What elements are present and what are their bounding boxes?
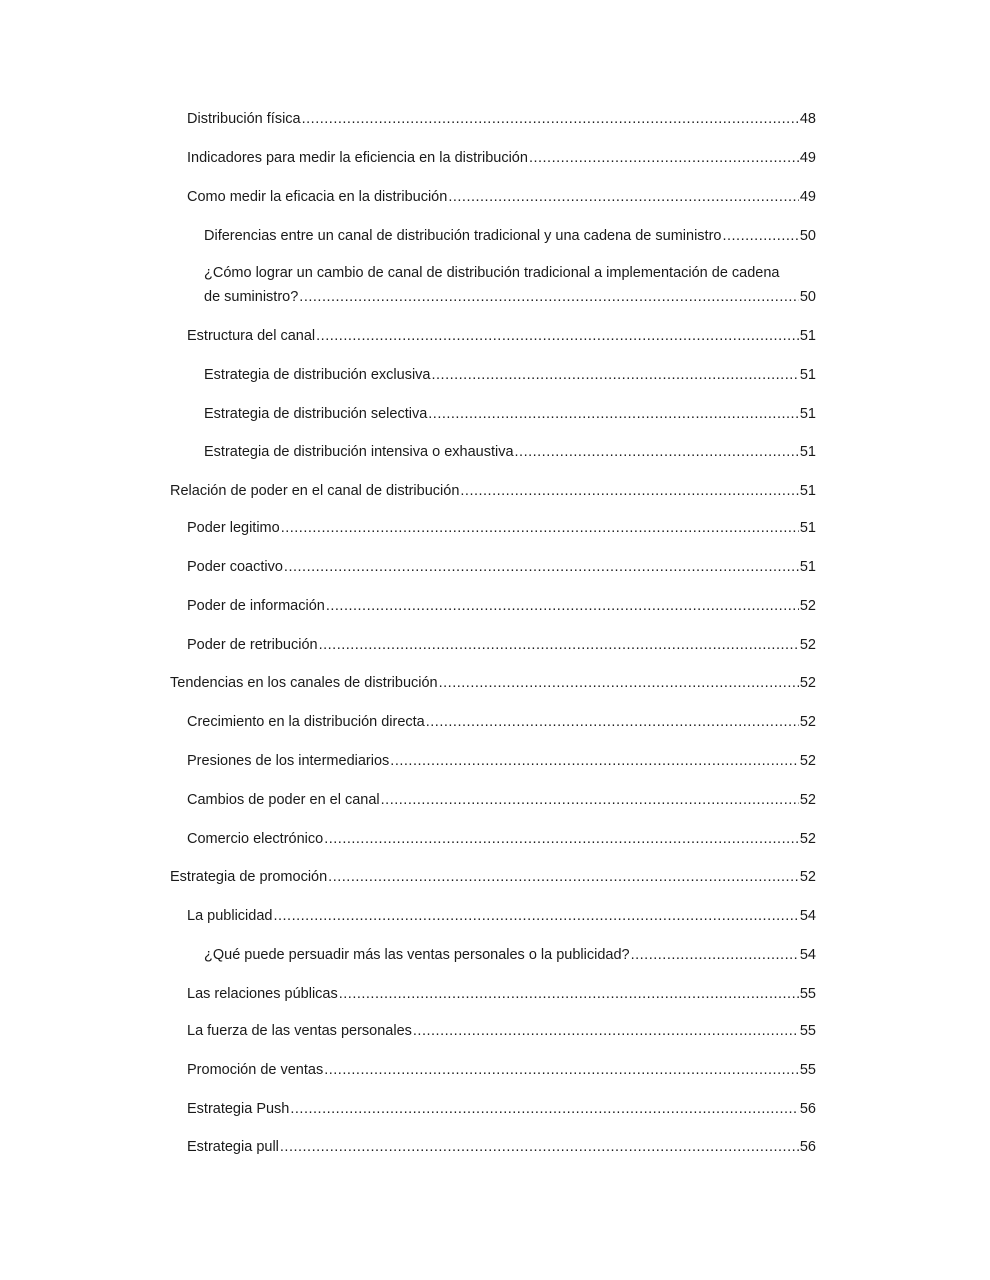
toc-entry-wrapped-line[interactable]: ¿Cómo lograr un cambio de canal de distribución tradicional a implementación de cadena (204, 265, 780, 281)
toc-entry[interactable] (170, 865, 816, 889)
dot-leader (302, 107, 799, 131)
toc-entry-page: 54 (799, 947, 816, 963)
toc-entry-title: Estrategia de promoción (170, 869, 328, 885)
toc-entry-title: Estrategia pull (187, 1139, 279, 1155)
dot-leader (431, 363, 798, 387)
dot-leader (631, 943, 799, 967)
toc-entry-page: 50 (799, 228, 816, 244)
toc-entry[interactable] (187, 594, 816, 618)
toc-entry[interactable] (187, 1135, 816, 1159)
toc-entry-title: Las relaciones públicas (187, 986, 338, 1002)
dot-leader (319, 633, 799, 657)
toc-entry-page: 51 (799, 483, 816, 499)
dot-leader (529, 146, 799, 170)
toc-entry-page: 55 (799, 986, 816, 1002)
toc-entry-page: 50 (799, 289, 816, 305)
toc-entry[interactable] (187, 827, 816, 851)
toc-entry-title: Estrategia Push (187, 1101, 290, 1117)
toc-entry-title: Diferencias entre un canal de distribución tradicional y una cadena de suministro (204, 228, 722, 244)
toc-entry[interactable] (187, 710, 816, 734)
toc-entry-page: 52 (799, 675, 816, 691)
toc-entry-title: Tendencias en los canales de distribución (170, 675, 438, 691)
toc-entry[interactable] (204, 224, 816, 248)
toc-entry-page: 52 (799, 792, 816, 808)
dot-leader (448, 185, 799, 209)
dot-leader (324, 1058, 799, 1082)
toc-entry-page: 51 (799, 520, 816, 536)
toc-entry[interactable] (204, 363, 816, 387)
toc-entry-page: 55 (799, 1023, 816, 1039)
toc-entry[interactable] (187, 146, 816, 170)
toc-entry[interactable] (187, 555, 816, 579)
toc-entry-page: 51 (799, 328, 816, 344)
toc-entry[interactable] (187, 788, 816, 812)
dot-leader (281, 516, 799, 540)
toc-entry[interactable] (170, 479, 816, 503)
toc-entry-title: Estructura del canal (187, 328, 316, 344)
dot-leader (722, 224, 798, 248)
toc-entry-page: 52 (799, 598, 816, 614)
dot-leader (316, 324, 799, 348)
toc-entry-page: 56 (799, 1139, 816, 1155)
dot-leader (426, 710, 799, 734)
toc-entry-title: Indicadores para medir la eficiencia en la distribución (187, 150, 528, 166)
toc-entry-title: Presiones de los intermediarios (187, 753, 390, 769)
toc-entry-title: Promoción de ventas (187, 1062, 324, 1078)
toc-entry[interactable] (170, 671, 816, 695)
toc-entry-page: 54 (799, 908, 816, 924)
toc-entry[interactable] (187, 185, 816, 209)
toc-entry-page: 49 (799, 189, 816, 205)
toc-entry-page: 55 (799, 1062, 816, 1078)
dot-leader (324, 827, 799, 851)
toc-entry-page: 52 (799, 831, 816, 847)
dot-leader (428, 402, 799, 426)
dot-leader (460, 479, 798, 503)
toc-entry-page: 51 (799, 559, 816, 575)
toc-entry[interactable] (187, 1058, 816, 1082)
toc-entry-page: 52 (799, 714, 816, 730)
toc-entry-page: 52 (799, 753, 816, 769)
dot-leader (390, 749, 799, 773)
toc-entry-title: Cambios de poder en el canal (187, 792, 380, 808)
toc-entry-title: La publicidad (187, 908, 273, 924)
toc-entry[interactable] (187, 516, 816, 540)
dot-leader (299, 285, 799, 309)
toc-entry-title: Comercio electrónico (187, 831, 324, 847)
dot-leader (273, 904, 798, 928)
dot-leader (290, 1097, 798, 1121)
toc-entry-title: Crecimiento en la distribución directa (187, 714, 425, 730)
toc-entry[interactable] (187, 1019, 816, 1043)
toc-entry[interactable] (187, 904, 816, 928)
toc-entry[interactable] (187, 982, 816, 1006)
toc-entry-page: 51 (799, 444, 816, 460)
toc-entry-title: Poder de retribución (187, 637, 318, 653)
toc-entry[interactable] (187, 633, 816, 657)
dot-leader (326, 594, 799, 618)
toc-entry-title: Relación de poder en el canal de distribución (170, 483, 460, 499)
toc-entry-title: Como medir la eficacia en la distribución (187, 189, 448, 205)
toc-entry-page: 52 (799, 869, 816, 885)
toc-entry-title: Estrategia de distribución exclusiva (204, 367, 431, 383)
toc-entry-title: Poder legitimo (187, 520, 280, 536)
toc-entry[interactable] (187, 107, 816, 131)
dot-leader (284, 555, 799, 579)
toc-entry-page: 48 (799, 111, 816, 127)
toc-entry-page: 52 (799, 637, 816, 653)
toc-entry[interactable] (204, 943, 816, 967)
dot-leader (439, 671, 799, 695)
toc-entry-page: 51 (799, 367, 816, 383)
dot-leader (413, 1019, 799, 1043)
toc-entry-page: 51 (799, 406, 816, 422)
toc-entry-title: de suministro? (204, 289, 299, 305)
toc-entry[interactable] (204, 402, 816, 426)
toc-entry-title: Estrategia de distribución intensiva o exhaustiva (204, 444, 514, 460)
toc-entry[interactable] (187, 1097, 816, 1121)
toc-entry[interactable] (204, 285, 816, 309)
dot-leader (280, 1135, 799, 1159)
toc-entry-title: Poder de información (187, 598, 325, 614)
toc-entry-page: 49 (799, 150, 816, 166)
toc-entry[interactable] (204, 440, 816, 464)
toc-entry-title: Distribución física (187, 111, 301, 127)
toc-entry[interactable] (187, 324, 816, 348)
dot-leader (515, 440, 799, 464)
dot-leader (339, 982, 799, 1006)
toc-entry-title: Estrategia de distribución selectiva (204, 406, 428, 422)
toc-entry[interactable] (187, 749, 816, 773)
dot-leader (328, 865, 799, 889)
dot-leader (381, 788, 799, 812)
toc-entry-title: Poder coactivo (187, 559, 283, 575)
toc-entry-title: ¿Qué puede persuadir más las ventas personales o la publicidad? (204, 947, 630, 963)
toc-entry-page: 56 (799, 1101, 816, 1117)
toc-entry-title: La fuerza de las ventas personales (187, 1023, 412, 1039)
